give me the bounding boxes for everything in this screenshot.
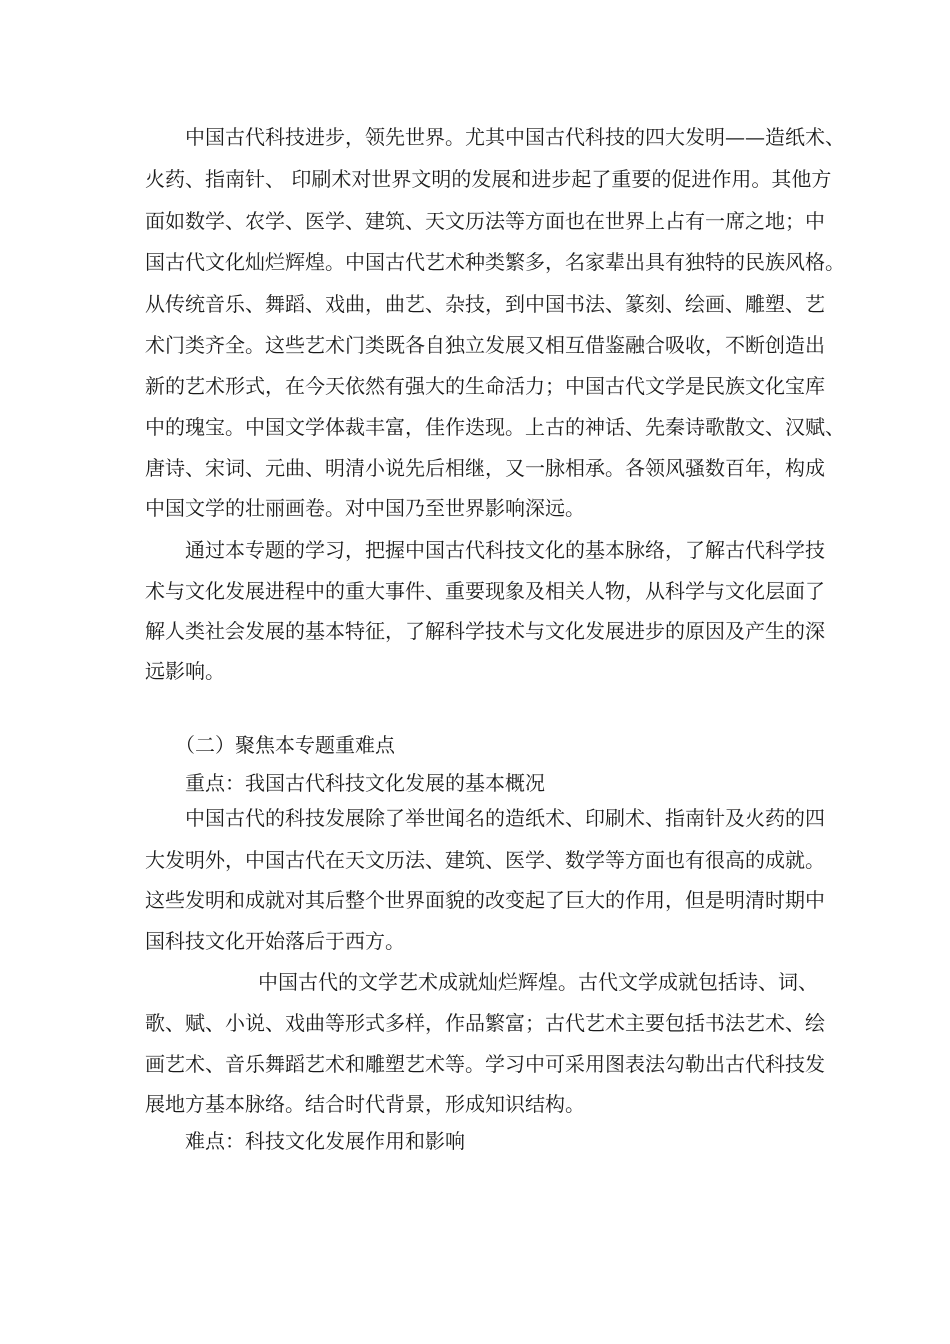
text-line: 解人类社会发展的基本特征，了解科学技术与文化发展进步的原因及产生的深 [145,619,825,643]
text-line: 这些发明和成就对其后整个世界面貌的改变起了巨大的作用，但是明清时期中 [145,888,825,912]
text-line: 从传统音乐、舞蹈、戏曲，曲艺、杂技，到中国书法、篆刻、绘画、雕塑、艺 [145,292,825,316]
key-point-label: 重点：我国古代科技文化发展的基本概况 [185,771,545,795]
section-heading: （二）聚焦本专题重难点 [175,733,395,757]
text-line: 国科技文化开始落后于西方。 [145,929,405,953]
text-line: 通过本专题的学习，把握中国古代科技文化的基本脉络，了解古代科学技 [185,538,825,562]
text-line: 中国古代的文学艺术成就灿烂辉煌。古代文学成就包括诗、词、 [258,970,818,994]
text-line: 火药、指南针、 印刷术对世界文明的发展和进步起了重要的促进作用。其他方 [145,167,832,191]
text-line: 面如数学、农学、医学、建筑、天文历法等方面也在世界上占有一席之地；中 [145,209,825,233]
text-line: 展地方基本脉络。结合时代背景，形成知识结构。 [145,1092,585,1116]
text-line: 大发明外，中国古代在天文历法、建筑、医学、数学等方面也有很高的成就。 [145,848,825,872]
text-line: 中国文学的壮丽画卷。对中国乃至世界影响深远。 [145,496,585,520]
text-line: 术与文化发展进程中的重大事件、重要现象及相关人物，从科学与文化层面了 [145,579,825,603]
text-line: 歌、赋、小说、戏曲等形式多样，作品繁富；古代艺术主要包括书法艺术、绘 [145,1011,825,1035]
text-line: 新的艺术形式，在今天依然有强大的生命活力；中国古代文学是民族文化宝库 [145,374,825,398]
text-line: 画艺术、音乐舞蹈艺术和雕塑艺术等。学习中可采用图表法勾勒出古代科技发 [145,1052,825,1076]
text-line: 中的瑰宝。中国文学体裁丰富，佳作迭现。上古的神话、先秦诗歌散文、汉赋、 [145,415,845,439]
text-line: 中国古代的科技发展除了举世闻名的造纸术、印刷术、指南针及火药的四 [185,806,825,830]
text-line: 远影响。 [145,659,225,683]
text-line: 国古代文化灿烂辉煌。中国古代艺术种类繁多，名家辈出具有独特的民族风格。 [145,250,845,274]
text-line: 中国古代科技进步，领先世界。尤其中国古代科技的四大发明——造纸术、 [185,125,845,149]
text-line: 唐诗、宋词、元曲、明清小说先后相继，又一脉相承。各领风骚数百年，构成 [145,456,825,480]
text-line: 术门类齐全。这些艺术门类既各自独立发展又相互借鉴融合吸收，不断创造出 [145,333,825,357]
difficult-point-label: 难点：科技文化发展作用和影响 [185,1129,465,1153]
